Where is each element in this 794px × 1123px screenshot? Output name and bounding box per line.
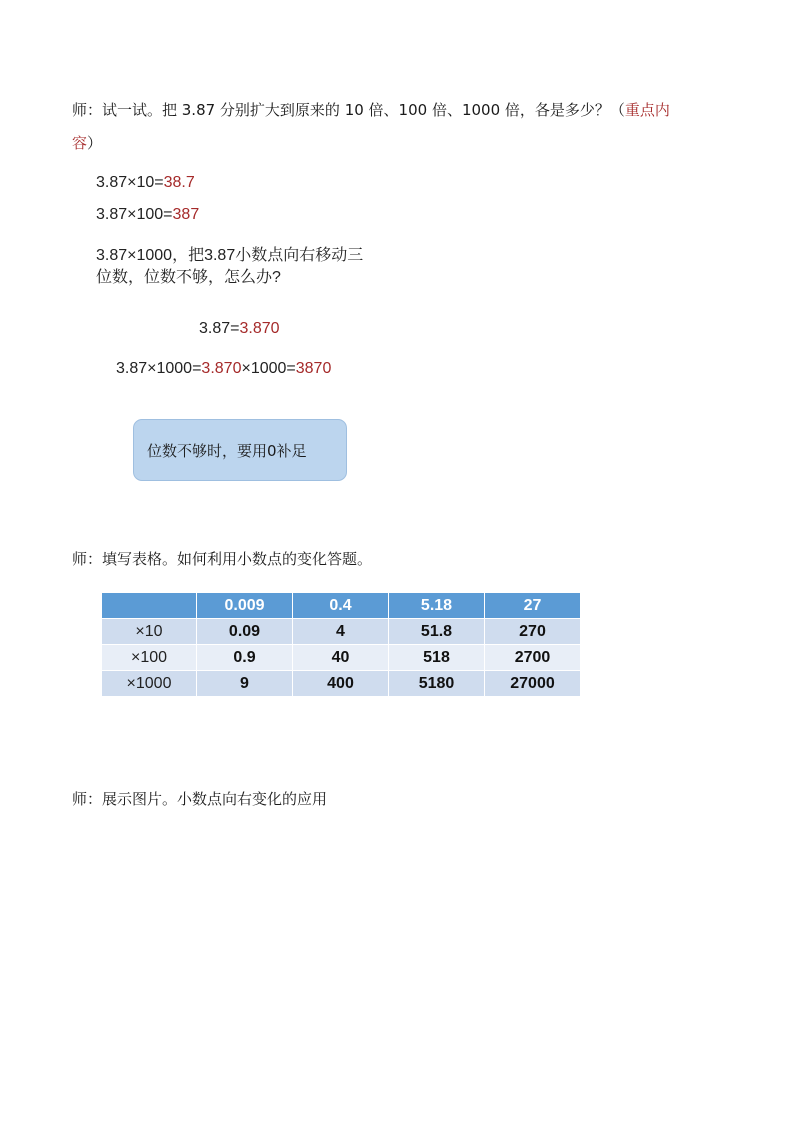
table-row — [102, 645, 581, 671]
table-cell: 2700 — [485, 645, 581, 671]
equation-times-100 — [96, 205, 199, 225]
intro-highlight-end: 容 — [72, 134, 88, 152]
equation-left: 3.87= — [199, 320, 240, 337]
callout-box: 位数不够时，要用0补足 — [133, 419, 347, 481]
equation-pad-zero — [199, 319, 280, 339]
table-header-cell: 0.009 — [197, 593, 293, 619]
table-cell: 9 — [197, 671, 293, 697]
closing-text: 师：展示图片。小数点向右变化的应用 — [72, 790, 328, 808]
intro-paren: ） — [87, 134, 103, 152]
question-line: 位数，位数不够，怎么办? — [96, 269, 281, 286]
row-label: ×1000 — [102, 671, 197, 697]
table-cell: 5180 — [389, 671, 485, 697]
equation-result: 3.870 — [239, 320, 280, 337]
table-cell: 270 — [485, 619, 581, 645]
table-cell: 4 — [293, 619, 389, 645]
table-cell: 0.9 — [197, 645, 293, 671]
equation-left: 3.87×10= — [96, 174, 164, 191]
equation-result: 3870 — [295, 360, 332, 377]
table-header-cell: 0.4 — [293, 593, 389, 619]
equation-left: 3.87×1000= — [116, 360, 202, 377]
row-label: ×100 — [102, 645, 197, 671]
table-row — [102, 619, 581, 645]
table-header-cell: 5.18 — [389, 593, 485, 619]
equation-result: 387 — [172, 206, 200, 223]
multiplication-table — [101, 592, 581, 697]
table-cell: 400 — [293, 671, 389, 697]
table-cell: 51.8 — [389, 619, 485, 645]
table-header-cell: 27 — [485, 593, 581, 619]
row-label: ×10 — [102, 619, 197, 645]
intro-line-2 — [72, 133, 102, 153]
intro-highlight: 重点内 — [624, 101, 670, 119]
equation-times-10 — [96, 173, 195, 193]
question-line: 3.87×1000，把3.87小数点向右移动三 — [96, 247, 364, 264]
table-cell: 27000 — [485, 671, 581, 697]
table-row — [102, 671, 581, 697]
table-header-row — [102, 593, 581, 619]
table-cell: 518 — [389, 645, 485, 671]
equation-result: 38.7 — [163, 174, 195, 191]
equation-left: 3.87×100= — [96, 206, 173, 223]
equation-padded: 3.870 — [201, 360, 242, 377]
equation-mid: ×1000= — [241, 360, 296, 377]
table-cell: 40 — [293, 645, 389, 671]
intro-line-1 — [72, 100, 670, 120]
intro-text: 师：试一试。把 3.87 分别扩大到原来的 10 倍、100 倍、1000 倍，各是多少？（ — [72, 101, 625, 119]
equation-times-1000 — [116, 359, 331, 379]
question-text — [96, 245, 363, 289]
table-header-cell — [102, 593, 197, 619]
table-intro: 师：填写表格。如何利用小数点的变化答题。 — [72, 550, 373, 568]
table-cell: 0.09 — [197, 619, 293, 645]
